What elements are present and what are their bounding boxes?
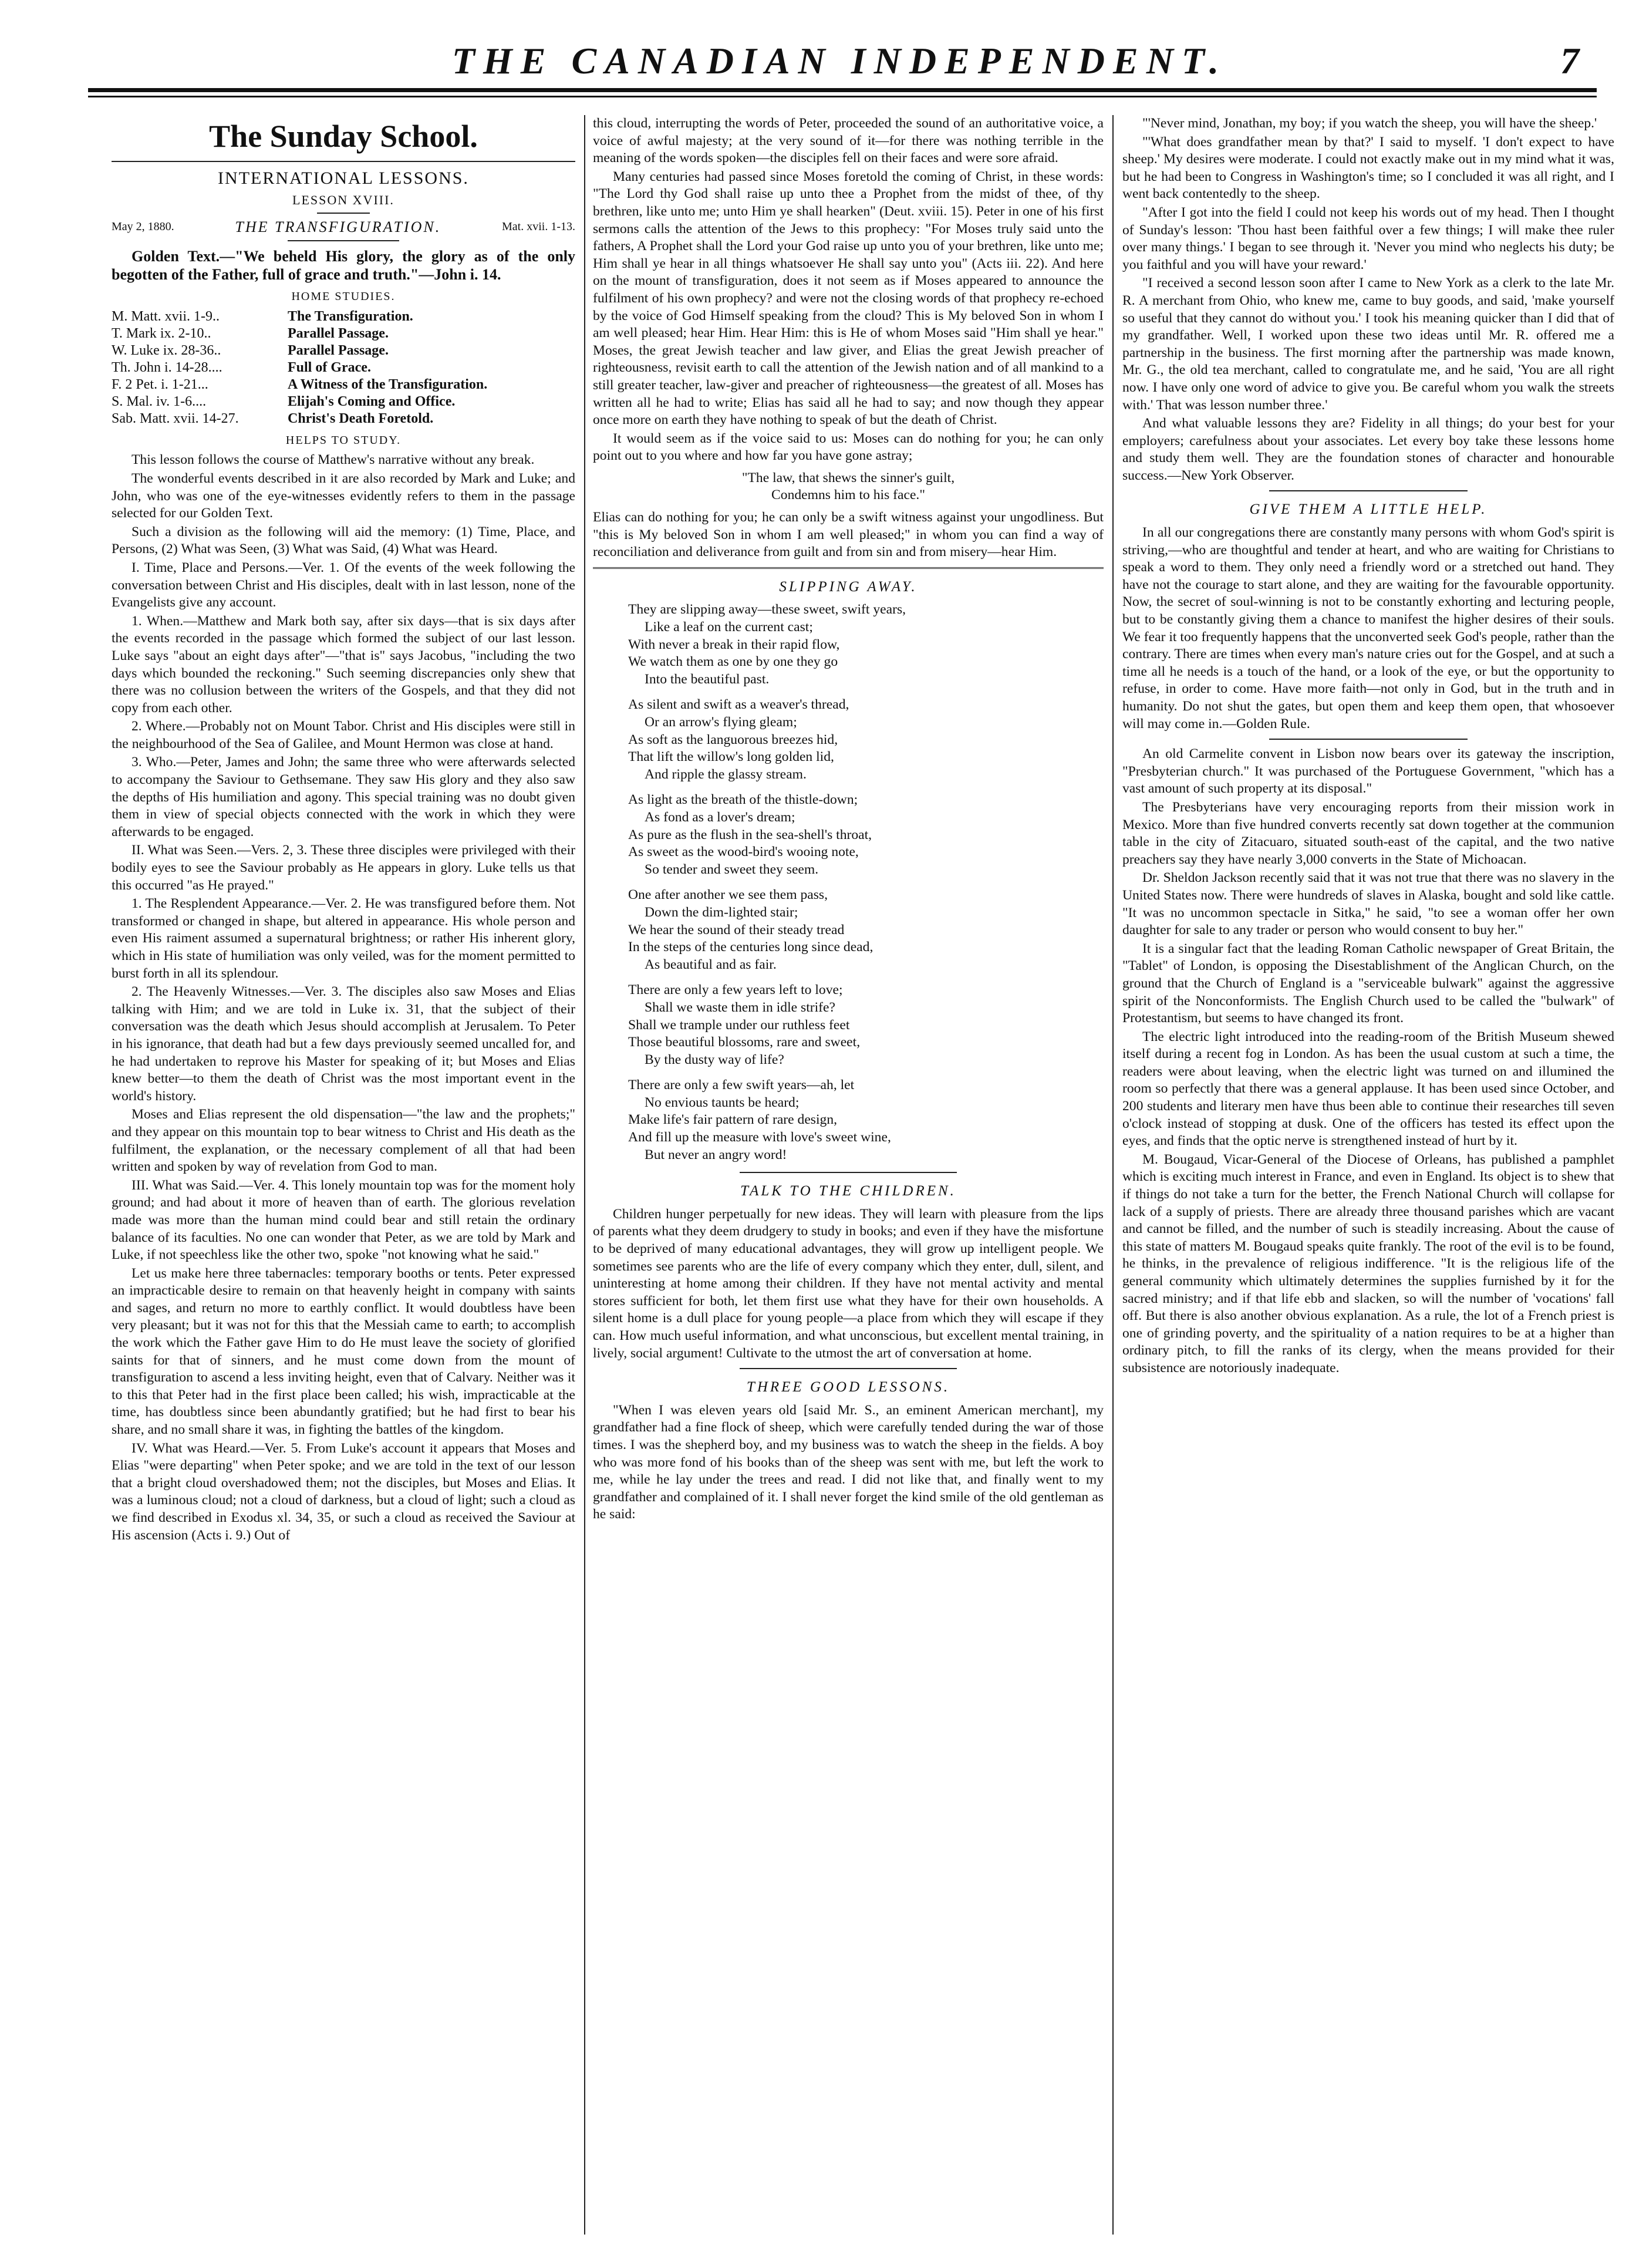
column-middle (593, 115, 1104, 2229)
news-item: Dr. Sheldon Jackson recently said that it was not true that there was no slavery in the United States now. There were hundreds of slaves in Alaska, bought and sold like cattle. "It was no uncommon spectacle in Sitka," he said, "to see a woman offer her own daughter for sale to any trader or person who would consent to buy her." (1122, 870, 1614, 938)
column-right (1122, 115, 1614, 2229)
paragraph: IV. What was Heard.—Ver. 5. From Luke's account it appears that Moses and Elias "were departing" when Peter spoke; and we are told in the text of our lesson that a bright cloud overshadowed them; not the disciples, but Moses and Elias. It was a luminous cloud; not a cloud of darkness, but a cloud of light; such a cloud as we find described in Exodus xl. 34, 35, or such a cloud as received the Saviour at His ascension (Acts i. 9.) Out of (112, 1440, 575, 1543)
paragraph: In all our congregations there are constantly many persons with whom God's spirit is striving,—who are thoughtful and tender at heart, and who are waiting for Christians to speak a word to them. They only need a friendly word or a stretched out hand. They have not the courage to start alone, and they are waiting for the favourable opportunity. Now, the secret of soul-winning is not to be constantly exhorting and lecturing people, but to be constantly giving them a chance to manifest the higher desires of their souls. We fear it too frequently happens that the unconverted seek God's people, rather than the contrary. There are times when every man's nature cries out for the Gospel, and at such a time all he needs is a touch of the hand, or a look of the eye, or but the opportunity to refuse, in order to come. Have more faith—not only in God, but in the truth and in humanity. Do not shut the gates, but open them and keep them open, that whosoever will may come in.—Golden Rule. (1122, 525, 1614, 732)
stanza: There are only a few swift years—ah, let No envious taunts be heard; Make life's fair pattern of rare design, And fill up the measure with love's sweet wine, But never an angry word! (628, 1077, 891, 1162)
talk-title: TALK TO THE CHILDREN. (740, 1183, 956, 1199)
study-item: Th. John i. 14-28.... Full of Grace. (112, 359, 371, 375)
study-item: W. Luke ix. 28-36.. Parallel Passage. (112, 342, 389, 358)
header-rule-thick (88, 88, 1597, 92)
divider (740, 1368, 957, 1369)
study-item: T. Mark ix. 2-10.. Parallel Passage. (112, 325, 389, 341)
home-studies-heading: HOME STUDIES. (291, 290, 396, 304)
column-divider (1112, 115, 1114, 2235)
paragraph: III. What was Said.—Ver. 4. This lonely mountain top was for the moment holy ground; and had about it more of heaven than of earth. The glorious revelation made was more than the human mind could bear and still retain the ordinary balance of its faculties. No one can wonder that Peter, as we are told by Mark and Luke, if not speechless like the other two, spoke "not knowing what he said." (112, 1177, 575, 1263)
study-item: Sab. Matt. xvii. 14-27. Christ's Death Foretold. (112, 410, 434, 426)
study-item: F. 2 Pet. i. 1-21... A Witness of the Transfiguration. (112, 376, 488, 392)
three-lessons-title: THREE GOOD LESSONS. (746, 1379, 950, 1396)
divider (1269, 490, 1468, 491)
home-studies-list (112, 308, 575, 427)
paragraph: Children hunger perpetually for new ideas. They will learn with pleasure from the lips of parents what they deem drudgery to study in books; and even if they have the misfortune to be deprived of many educational advantages, they will grow up intelligent people. We sometimes see parents who are the life of every company which they enter, dull, silent, and uninteresting at home among their children. If they have not mental activity and mental stores sufficient for both, let them first use what they have for their own households. A silent home is a dull place for young people—a place from which they will escape if they can. How much useful information, and what unconscious, but excellent mental training, in lively, social argument! Cultivate to the utmost the art of conversation at home. (593, 1206, 1104, 1361)
paragraph: 1. When.—Matthew and Mark both say, after six days—that is six days after the events recorded in the passage which formed the subject of our last lesson. Luke says "about an eight days after"—"that is" says Jacobus, "including the two days which bounded the reckoning." Such seeming discrepancies only shew that there was no collusion between the writers of the Gospels, and that they did not copy from each other. (112, 613, 575, 716)
paragraph: Moses and Elias represent the old dispensation—"the law and the prophets;" and they appear on this mountain top to bear witness to Christ and His death as the fulfilment, the explanation, or the necessary complement of all that had been written and spoken by way of revelation from God to man. (112, 1107, 575, 1175)
news-item: M. Bougaud, Vicar-General of the Diocese of Orleans, has published a pamphlet which is exciting much interest in France, and even in England. Its object is to shew that if things do not take a turn for the better, the French National Church will collapse for lack of a supply of priests. There are already three thousand parishes which are vacant and cannot be filled, and the number of such is steadily increasing. About the cause of this state of matters M. Bougaud speaks quite frankly. The root of the evil is to be found, he thinks, in the prevalence of religious indifference. "It is the religious life of the general community which ultimately determines the supplies furnished by it for the sacred ministry; and if that life ebb and slacken, so will the number of 'vocations' fall off. But there is also another obvious explanation. As a rule, the lot of a French priest is one of grinding poverty, and the spirituality of a nation requires to be at a higher than ordinary pitch, to fill the ranks of its clergy, when the means provided for their subsistence are notoriously inadequate. (1122, 1151, 1614, 1376)
poem-title: SLIPPING AWAY. (779, 578, 918, 595)
lessons-title: INTERNATIONAL LESSONS. (218, 169, 469, 188)
paragraph: It would seem as if the voice said to us: Moses can do nothing for you; he can only point out to you where and how far you have gone astray; (593, 430, 1104, 464)
stanza: One after another we see them pass, Down the dim-lighted stair; We hear the sound of their steady tread In the steps of the centuries long since dead, As beautiful and as fair. (628, 887, 873, 972)
paragraph: Let us make here three tabernacles: temporary booths or tents. Peter expressed an impracticable desire to remain on that heavenly height in company with saints and sages, and return no more to earthly conflict. It would doubtless have been very pleasant; but it was not for this that the Messiah came to earth; to accomplish the work which the Father gave Him to do He must leave the society of glorified saints for that of sinners, and he must come down from the mount of transfiguration to ascend a less inviting height, even that of Calvary. Neither was it to this that Peter had in the first place been called; his wish, impracticable at the time, has doubtless since been abundantly gratified; but he had first to bear his share, and no small share it was, in fighting the battles of the kingdom. (112, 1265, 575, 1438)
stanza: They are slipping away—these sweet, swift years, Like a leaf on the current cast; With never a break in their rapid flow, We watch them as one by one they go Into the beautiful past. (628, 602, 906, 687)
paragraph: "'What does grandfather mean by that?' I said to myself. 'I don't expect to have sheep.' My desires were moderate. I could not exactly make out in my mind what it was, but he had been to Congress in Washington's time; so I concluded it was all right, and I went back contentedly to the sheep. (1122, 134, 1614, 202)
section-heading: The Sunday School. (209, 119, 478, 154)
give-help-title: GIVE THEM A LITTLE HELP. (1249, 501, 1488, 518)
stanza: As light as the breath of the thistle-down; As fond as a lover's dream; As pure as the flush in the sea-shell's throat, As sweet as the wood-bird's wooing note, So tender and sweet they seem. (628, 792, 872, 877)
paragraph: 2. The Heavenly Witnesses.—Ver. 3. The disciples also saw Moses and Elias talking with Him; and we are told in Luke ix. 31, that the subject of their conversation was the death which Jesus should accomplish at Jerusalem. To Peter in his ignorance, that death had but a few days previously seemed uncalled for, and he had undertaken to reprove his Master for speaking of it; but Moses and Elias knew better—to them the death of Christ was the most important event in the world's history. (112, 984, 575, 1104)
study-item: M. Matt. xvii. 1-9.. The Transfiguration. (112, 308, 413, 324)
stanza: As silent and swift as a weaver's thread, Or an arrow's flying gleam; As soft as the languorous breezes hid, That lift the willow's long golden lid, And ripple the glassy stream. (628, 697, 849, 782)
lesson-header (112, 218, 575, 236)
paragraph: "After I got into the field I could not keep his words out of my head. Then I thought of Sunday's lesson: 'Thou hast been faithful over a few things; I will make thee ruler over many things.' I began to see through it. 'Never you mind who neglects his duty; be you faithful and you will have your reward.' (1122, 204, 1614, 272)
divider (317, 213, 370, 214)
lesson-reference: Mat. xvii. 1-13. (501, 220, 575, 233)
paragraph: This lesson follows the course of Matthew's narrative without any break. (131, 452, 535, 468)
paragraph: this cloud, interrupting the words of Peter, proceeded the sound of an authoritative voice, a voice of awful majesty; at the very sound of it—for there was nothing terrible in the meaning of the words spoken—the disciples fell on their faces and were sore afraid. (593, 116, 1104, 166)
newspaper-title: THE CANADIAN INDEPENDENT. (451, 40, 1227, 82)
quote-line: "The law, that shews the sinner's guilt, (741, 470, 955, 486)
news-item: An old Carmelite convent in Lisbon now bears over its gateway the inscription, "Presbyterian church." It was purchased of the Portuguese Government, "which has a vast amount of such property at its disposal." (1122, 746, 1614, 797)
page-number: 7 (1560, 40, 1579, 82)
paragraph: 3. Who.—Peter, James and John; the same three who were afterwards selected to accompany the Saviour to Gethsemane. They saw His glory and they also saw the depths of His humiliation and agony. This special training was no doubt given them in view of special objects connected with the work in which they were afterwards to be engaged. (112, 754, 575, 840)
paragraph: 2. Where.—Probably not on Mount Tabor. Christ and His disciples were still in the neighbourhood of the Sea of Galilee, and Mount Hermon was close at hand. (112, 719, 575, 751)
golden-text: Golden Text.—"We beheld His glory, the glory as of the only begotten of the Father, full of grace and truth."—John i. 14. (112, 248, 575, 284)
divider (112, 161, 575, 162)
paragraph: And what valuable lessons they are? Fidelity in all things; do your best for your employers; carefulness about your associates. Let every boy take these lessons home and study them well. They are the foundation stones of character and honourable success.—New York Observer. (1122, 416, 1614, 483)
divider (288, 240, 399, 241)
lesson-title: THE TRANSFIGURATION. (235, 218, 441, 235)
news-item: The Presbyterians have very encouraging reports from their mission work in Mexico. More than five hundred converts recently sat down together at the communion table in the city of Zitacuaro, situated south-east of the capital, and the two native preachers say they have nearly 3,000 converts in the State of Michoacan. (1122, 799, 1614, 867)
paragraph: II. What was Seen.—Vers. 2, 3. These three disciples were privileged with their bodily eyes to see the Saviour probably as He appears in glory. Luke tells us that this occurred "as He prayed." (112, 843, 575, 893)
quote-line: Condemns him to his face." (771, 487, 925, 503)
paragraph: "I received a second lesson soon after I came to New York as a clerk to the late Mr. R. A merchant from Ohio, who knew me, came to buy goods, and said, 'make yourself so useful that they cannot do without you.' I took his meaning quicker than I did that of my grandfather. Well, I worked upon these two ideas until Mr. R. offered me a partnership in the business. The first morning after the partnership was made known, Mr. G., the old tea merchant, called to congratulate me, and he said, 'You are all right now. I have only one word of advice to give you. Be careful whom you walk the streets with.' That was lesson number three.' (1122, 275, 1614, 413)
news-item: It is a singular fact that the leading Roman Catholic newspaper of Great Britain, the "Tablet" of London, is opposing the Disestablishment of the Anglican Church, on the ground that the Church of England is a "serviceable bulwark" against the aggressive spirit of the Nonconformists. The English Church used to be called the "bulwark" of Protestantism, but seems to have changed its front. (1122, 941, 1614, 1026)
paragraph: 1. The Resplendent Appearance.—Ver. 2. He was transfigured before them. Not transformed or changed in shape, but altered in appearance. His whole person and even His raiment assumed a supernatural brightness; or rather His inherent glory, which in His state of humiliation was only veiled, was for the moment permitted to burst forth in all its splendour. (112, 896, 575, 981)
quotation (593, 470, 1104, 504)
paragraph: "When I was eleven years old [said Mr. S., an eminent American merchant], my grandfather had a fine flock of sheep, which were carefully tended during the war of those times. I was the shepherd boy, and my business was to watch the sheep in the fields. A boy who was more fond of his books than of the sheep was sent with me, but left the work to me, while he lay under the trees and read. I did not like that, and finally went to my grandfather and complained of it. I shall never forget the kind smile of the old gentleman as he said: (593, 1402, 1104, 1522)
divider (740, 1172, 957, 1173)
divider (593, 567, 1104, 569)
header-rule-thin (88, 96, 1597, 97)
paragraph: Elias can do nothing for you; he can only be a swift witness against your ungodliness. But "this is My beloved Son in whom I am well pleased;" in whom you can find a way of reconciliation and deliverance from guilt and from sin and from misery—hear Him. (593, 510, 1104, 560)
paragraph: Such a division as the following will aid the memory: (1) Time, Place, and Persons, (2) What was Seen, (3) What was Said, (4) What was Heard. (112, 524, 575, 557)
news-item: The electric light introduced into the reading-room of the British Museum shewed itself during a recent fog in London. As has been the usual custom at such a time, the readers were about leaving, when the electric light was turned on and illumined the room so perfectly that there was a general applause. It has been used since October, and 200 students and literary men have thus been able to continue their researches till seven o'clock instead of stopping at dusk. One of the officers has tested its effect upon the eyes, and finds that the optic nerve is strengthened instead of hurt by it. (1122, 1029, 1614, 1149)
paragraph: The wonderful events described in it are also recorded by Mark and Luke; and John, who was one of the eye-witnesses evidently refers to them in the passage selected for our Golden Text. (112, 470, 575, 521)
study-item: S. Mal. iv. 1-6.... Elijah's Coming and Office. (112, 393, 456, 409)
paragraph: I. Time, Place and Persons.—Ver. 1. Of the events of the week following the conversation between Christ and His disciples, dealt with in last lesson, none of the Evangelists give any account. (112, 560, 575, 611)
column-sunday-school (112, 115, 575, 2229)
lesson-number: LESSON XVIII. (292, 193, 394, 207)
paragraph: "'Never mind, Jonathan, my boy; if you watch the sheep, you will have the sheep.' (1142, 116, 1597, 131)
lesson-date: May 2, 1880. (112, 220, 174, 233)
divider (1269, 739, 1468, 740)
helps-heading: HELPS TO STUDY. (285, 433, 402, 447)
column-divider (584, 115, 585, 2235)
poem (628, 601, 1104, 1164)
paragraph: Many centuries had passed since Moses foretold the coming of Christ, in these words: "The Lord thy God shall raise up unto thee a Prophet from the midst of thee, of thy brethren, like unto me; unto Him ye shall hearken" (Deut. xviii. 15). Peter in one of his first sermons calls the attention of the Jews to this prophecy: "For Moses truly said unto the fathers, A Prophet shall the Lord your God raise up unto you of your brethren, like unto me; Him shall ye hear in all things whatsoever He shall say unto you" (Acts iii. 22). And here on the mount of transfiguration, does it not seem as if Moses appeared to announce the fulfilment of his own prophecy? and were not the closing words of that prophecy re-echoed by the voice of God Himself speaking from the cloud? This is My beloved Son in whom I am well pleased; hear Him. Hear Him: this is He of whom Moses said "Him shall ye hear." Moses, the great Jewish teacher and law giver, and Elias the great Jewish preacher of righteousness, revisit earth to call the attention of the Jewish nation and of all mankind to a still greater teacher, law-giver and preacher of righteousness—the greatest of all. Moses has written all he had to write; Elias has said all he had to say; and now though they appear once more on earth they have nothing to speak of but the death of Christ. (593, 169, 1104, 428)
stanza: There are only a few years left to love; Shall we waste them in idle strife? Shall we trample under our ruthless feet Those beautiful blossoms, rare and sweet, By the dusty way of life? (628, 982, 861, 1067)
